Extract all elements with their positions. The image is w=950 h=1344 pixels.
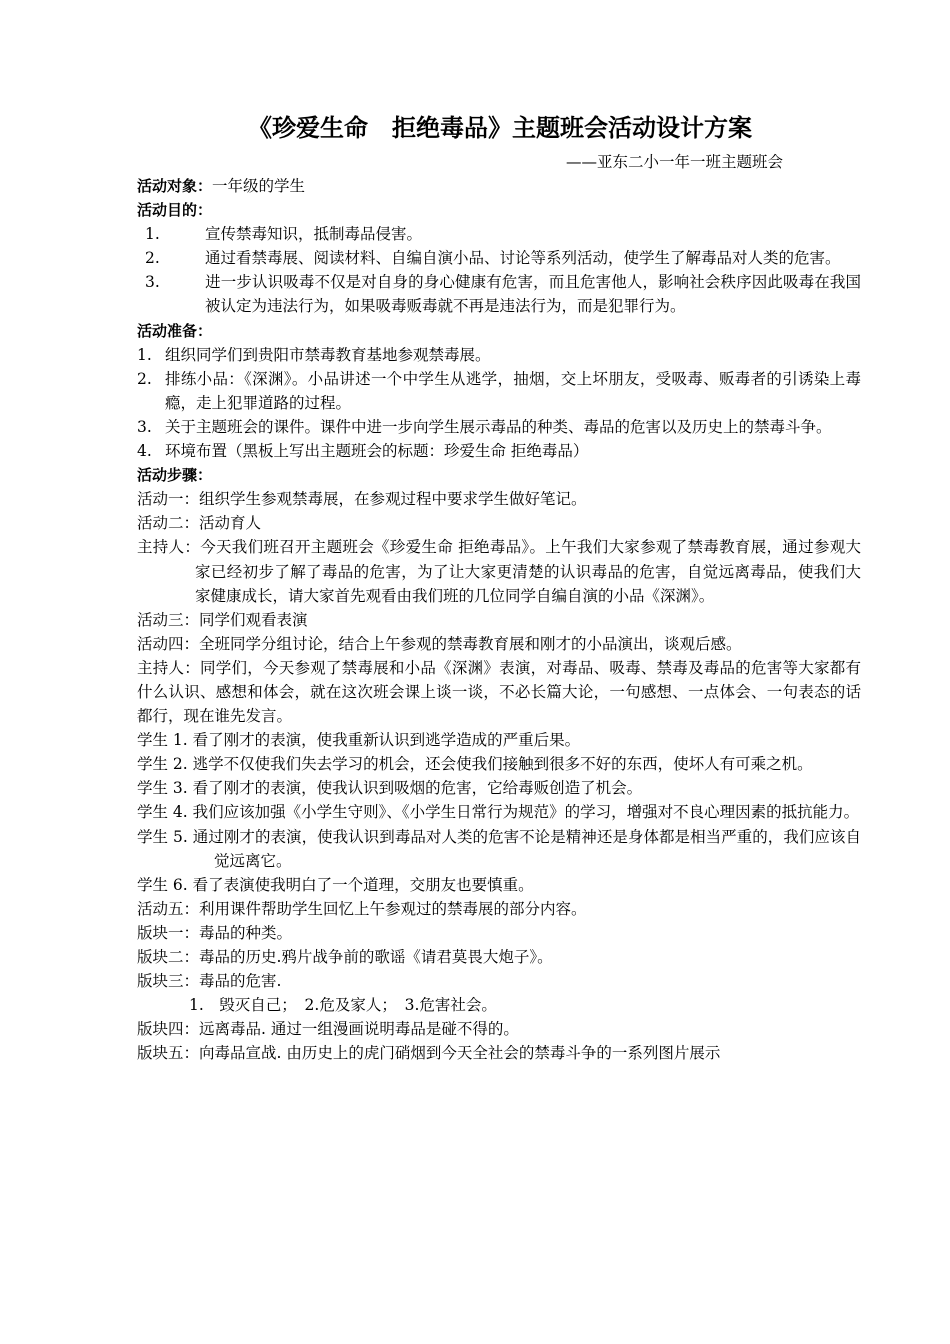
prep-number: 1. bbox=[137, 345, 152, 364]
block-1: 版块一：毒品的种类。 bbox=[137, 923, 293, 942]
prep-item bbox=[137, 343, 861, 367]
student-remark: 学生 1. 看了刚才的表演，使我重新认识到逃学造成的严重后果。 bbox=[137, 731, 581, 750]
goal-number: 3. bbox=[145, 273, 160, 292]
goal-text: 宣传禁毒知识，抵制毒品侵害。 bbox=[205, 225, 423, 244]
host-speech-1: 主持人：今天我们班召开主题班会《珍爱生命 拒绝毒品》。上午我们大家参观了禁毒教育展，通过参观大家已经初步了解了毒品的危害，为了让大家更清楚的认识毒品的危害，自觉远离毒品，使我们大家健康成长，请大家首先观看由我们班的几位同学自编自演的小品《深渊》。 bbox=[137, 538, 861, 605]
block-3-items: 1. 毁灭自己； 2.危及家人； 3.危害社会。 bbox=[189, 996, 497, 1015]
prep-item bbox=[137, 439, 861, 463]
goal-item bbox=[137, 246, 861, 270]
prep-number: 4. bbox=[137, 442, 152, 461]
student-remark: 学生 3. 看了刚才的表演，使我认识到吸烟的危害，它给毒贩创造了机会。 bbox=[137, 779, 643, 798]
host-speech-2: 主持人：同学们，今天参观了禁毒展和小品《深渊》表演，对毒品、吸毒、禁毒及毒品的危害等大家都有什么认识、感想和体会，就在这次班会课上谈一谈，不必长篇大论，一句感想、一点体会、一句表态的话都行，现在谁先发言。 bbox=[137, 658, 861, 726]
activity-1: 活动一：组织学生参观禁毒展，在参观过程中要求学生做好笔记。 bbox=[137, 490, 587, 509]
student-remark: 学生 5. 通过刚才的表演，使我认识到毒品对人类的危害不论是精神还是身体都是相当严重的，我们应该自觉远离它。 bbox=[137, 827, 861, 870]
goal-item bbox=[137, 270, 861, 318]
target-label: 活动对象： bbox=[137, 177, 213, 195]
block-4: 版块四：远离毒品. 通过一组漫画说明毒品是碰不得的。 bbox=[137, 1020, 519, 1039]
prep-text: 关于主题班会的课件。课件中进一步向学生展示毒品的种类、毒品的危害以及历史上的禁毒斗争。 bbox=[165, 417, 832, 436]
student-remark: 学生 6. 看了表演使我明白了一个道理，交朋友也要慎重。 bbox=[137, 875, 534, 894]
activity-3: 活动三：同学们观看表演 bbox=[137, 610, 308, 629]
document-body bbox=[137, 174, 861, 1065]
goal-number: 1. bbox=[145, 225, 160, 244]
student-remark: 学生 2. 逃学不仅使我们失去学习的机会，还会使我们接触到很多不好的东西，使坏人有可乘之机。 bbox=[137, 755, 813, 774]
block-2: 版块二：毒品的历史.鸦片战争前的歌谣《请君莫畏大炮子》。 bbox=[137, 948, 553, 966]
target-line bbox=[137, 174, 861, 198]
activity-5: 活动五：利用课件帮助学生回忆上午参观过的禁毒展的部分内容。 bbox=[137, 899, 587, 918]
prep-number: 3. bbox=[137, 417, 152, 436]
goal-number: 2. bbox=[145, 249, 160, 268]
prep-text: 排练小品：《深渊》。小品讲述一个中学生从逃学，抽烟，交上坏朋友，受吸毒、贩毒者的引诱染上毒瘾，走上犯罪道路的过程。 bbox=[165, 369, 861, 412]
target-value: 一年级的学生 bbox=[212, 177, 306, 195]
goal-text: 通过看禁毒展、阅读材料、自编自演小品、讨论等系列活动，使学生了解毒品对人类的危害。 bbox=[205, 249, 841, 268]
block-3: 版块三：毒品的危害. bbox=[137, 972, 282, 991]
student-remark: 学生 4. 我们应该加强《小学生守则》、《小学生日常行为规范》的学习，增强对不良心理因素的抵抗能力。 bbox=[137, 803, 860, 822]
document-subtitle: ——亚东二小一年一班主题班会 bbox=[565, 153, 783, 171]
activity-4: 活动四：全班同学分组讨论，结合上午参观的禁毒教育展和刚才的小品演出，谈观后感。 bbox=[137, 634, 742, 653]
prep-text: 组织同学们到贵阳市禁毒教育基地参观禁毒展。 bbox=[165, 345, 491, 364]
prep-heading: 活动准备： bbox=[137, 321, 213, 340]
activity-2: 活动二：活动育人 bbox=[137, 514, 262, 533]
prep-item bbox=[137, 367, 861, 415]
goals-heading: 活动目的： bbox=[137, 201, 213, 220]
prep-text: 环境布置（黑板上写出主题班会的标题：珍爱生命 拒绝毒品） bbox=[165, 442, 589, 461]
goal-text: 进一步认识吸毒不仅是对自身的身心健康有危害，而且危害他人，影响社会秩序因此吸毒在我国被认定为违法行为，如果吸毒贩毒就不再是违法行为，而是犯罪行为。 bbox=[205, 273, 861, 316]
prep-item bbox=[137, 415, 861, 439]
steps-heading: 活动步骤： bbox=[137, 466, 213, 485]
block-5: 版块五：向毒品宣战. 由历史上的虎门硝烟到今天全社会的禁毒斗争的一系列图片展示 bbox=[137, 1044, 721, 1063]
prep-number: 2. bbox=[137, 369, 152, 388]
goal-item bbox=[137, 222, 861, 246]
document-title: 《珍爱生命 拒绝毒品》主题班会活动设计方案 bbox=[248, 114, 752, 142]
